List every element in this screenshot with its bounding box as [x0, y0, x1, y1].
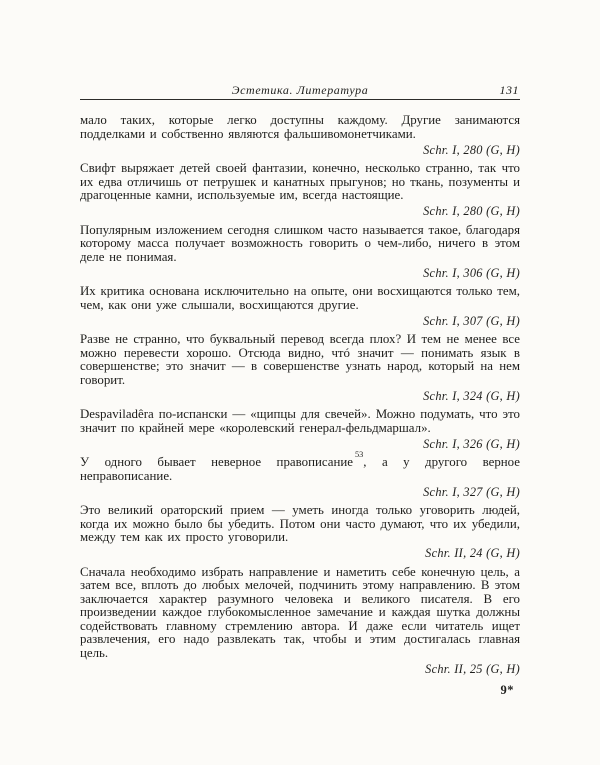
- quote-block: [80, 333, 520, 403]
- quote-text: Despaviladêra по-испански — «щипцы для свечей». Можно подумать, что это значит по крайней мере «королевский генерал-фельдмаршал».: [80, 407, 520, 435]
- page-content: [80, 114, 520, 676]
- quote-text: [80, 449, 520, 483]
- quote-text: Это великий ораторский прием — уметь иногда только уговорить людей, когда их можно было бы убедить. Потом они часто думают, что их убедили, между тем как их просто уговорили.: [80, 503, 520, 544]
- quote-text-segment: , а у другого верное неправописание.: [80, 455, 520, 483]
- citation: Schr. I, 280 (G, H): [423, 142, 520, 157]
- quote-block: [80, 285, 520, 328]
- type-area: [80, 83, 520, 681]
- citation: Schr. I, 327 (G, H): [423, 484, 520, 499]
- footnote-reference: 53: [354, 449, 364, 459]
- quote-text: Разве не странно, что буквальный перевод всегда плох? И тем не менее все можно перевести хорошо. Отсюда видно, чтó значит — понимать язык в совершенстве; это значит — в совершенстве узнать народ, который на нем говорит.: [80, 332, 520, 387]
- citation: Schr. II, 25 (G, H): [425, 661, 520, 676]
- page-number: 131: [499, 83, 519, 97]
- citation: Schr. II, 24 (G, H): [425, 546, 520, 560]
- quote-text-segment: У одного бывает неверное правописание: [80, 455, 353, 469]
- citation: Schr. I, 280 (G, H): [423, 204, 520, 218]
- quote-text: Популярным изложением сегодня слишком часто называется такое, благодаря которому масса получает возможность говорить о чем-либо, ничего в этом деле не понимая.: [80, 222, 520, 264]
- quote-text: Их критика основана исключительно на опыте, они восхищаются только тем, чем, как они уже слышали, восхищаются другие.: [80, 284, 520, 312]
- citation: Schr. I, 306 (G, H): [423, 265, 520, 280]
- quote-block: [80, 504, 520, 561]
- quote-text: Свифт выряжает детей своей фантазии, конечно, несколько странно, так что их едва отличишь от петрушек и канатных прыгунов; но ткань, позументы и драгоценные камни, используемые им, всегда настоящие.: [80, 161, 520, 202]
- running-title: Эстетика. Литература: [231, 83, 369, 97]
- quote-block: [80, 114, 520, 157]
- citation: Schr. I, 324 (G, H): [423, 388, 520, 403]
- citation: Schr. I, 326 (G, H): [423, 436, 520, 451]
- quote-block: [80, 449, 520, 499]
- quote-block: [80, 408, 520, 451]
- page-header: [80, 83, 520, 100]
- quote-text: мало таких, которые легко доступны каждому. Другие занимаются подделками и собственно являются фальшивомонетчиками.: [80, 113, 520, 141]
- quote-block: [80, 566, 520, 677]
- quote-block: [80, 224, 520, 281]
- signature-mark: 9*: [500, 683, 514, 697]
- quote-block: [80, 162, 520, 219]
- citation: Schr. I, 307 (G, H): [423, 313, 520, 328]
- quote-text: Сначала необходимо избрать направление и наметить себе конечную цель, а затем все, вплоть до любых мелочей, подчинить этому направлению. В этом заключается характер разумного человека и великого писателя. В его произведении каждое глубокомысленное замечание и каждая шутка должны содействовать главному стремлению автора. И даже если читатель ищет развлечения, его надо развлекать так, чтобы и этим достигалась главная цель.: [80, 564, 520, 660]
